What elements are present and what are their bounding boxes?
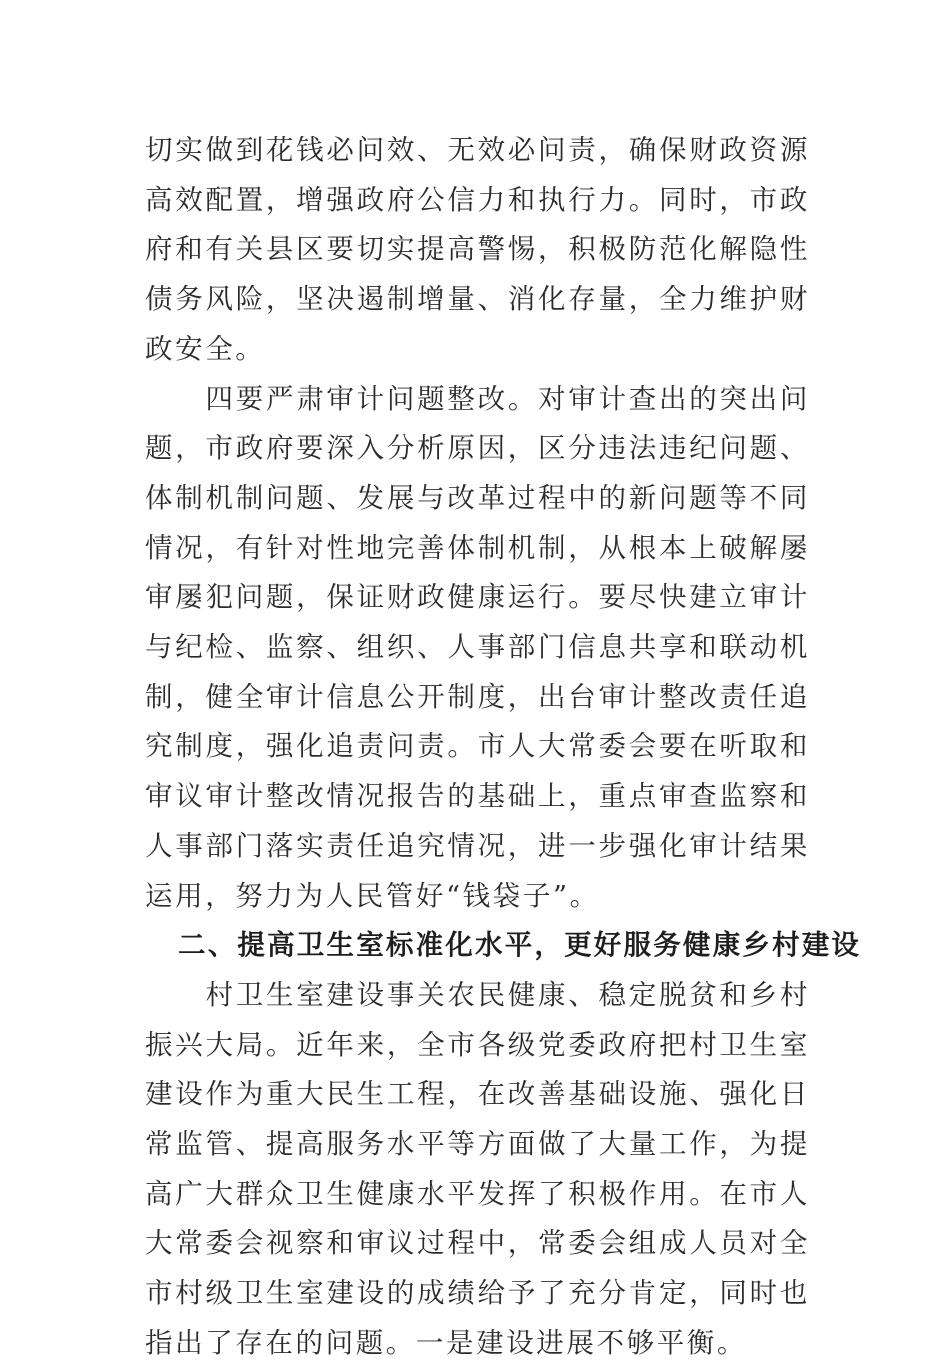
section-heading: 二、提高卫生室标准化水平，更好服务健康乡村建设 [178,929,862,962]
paragraph-village-clinics: 村卫生室建设事关农民健康、稳定脱贫和乡村振兴大局。近年来，全市各级党委政府把村卫生室建设作为重大民生工程，在改善基础设施、强化日常监管、提高服务水平等方面做了大量工作，为提高广大群众卫生健康水平发挥了积极作用。在市人大常委会视察和审议过程中，常委会组成人员对全市村级卫生室建设的成绩给予了充分肯定，同时也指出了存在的问题。一是建设进展不够平衡。 [145,978,810,1359]
paragraph-audit-rectification: 四要严肃审计问题整改。对审计查出的突出问题，市政府要深入分析原因，区分违法违纪问题、体制机制问题、发展与改革过程中的新问题等不同情况，有针对性地完善体制机制，从根本上破解屡审屡犯问题，保证财政健康运行。要尽快建立审计与纪检、监察、组织、人事部门信息共享和联动机制，健全审计信息公开制度，出台审计整改责任追究制度，强化追责问责。市人大常委会要在听取和审议审计整改情况报告的基础上，重点审查监察和人事部门落实责任追究情况，进一步强化审计结果运用，努力为人民管好“钱袋子”。 [145,382,810,912]
paragraph-continuation: 切实做到花钱必问效、无效必问责，确保财政资源高效配置，增强政府公信力和执行力。同时，市政府和有关县区要切实提高警惕，积极防范化解隐性债务风险，坚决遏制增量、消化存量，全力维护财政安全。 [145,134,810,365]
document-body [145,126,862,1369]
